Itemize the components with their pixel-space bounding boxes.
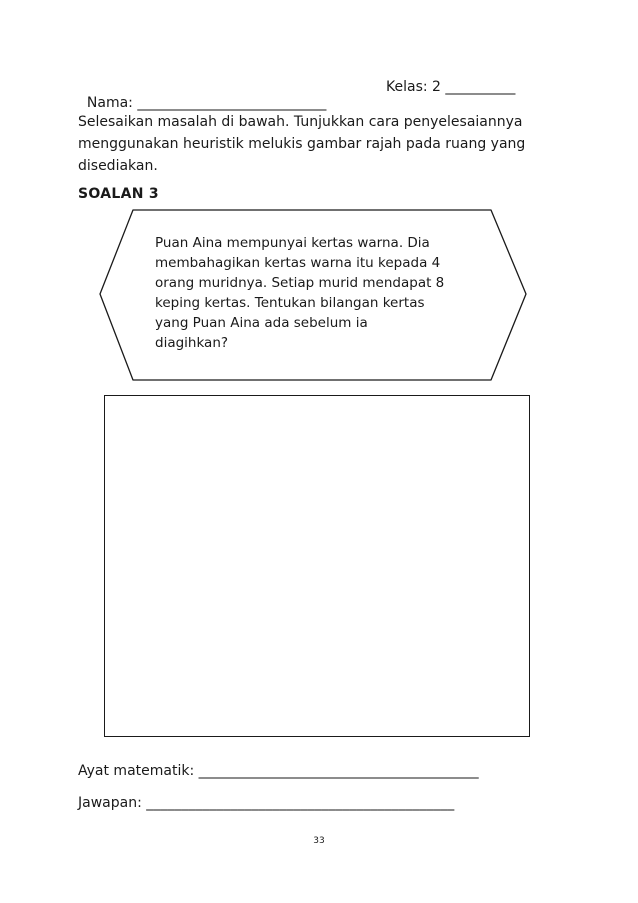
question-line: yang Puan Aina ada sebelum ia: [155, 315, 368, 331]
question-line: membahagikan kertas warna itu kepada 4: [155, 255, 441, 271]
nama-field[interactable]: Nama: ___________________________: [86, 95, 327, 111]
question-line: orang muridnya. Setiap murid mendapat 8: [155, 275, 445, 291]
jawapan-field[interactable]: Jawapan: ____________________________________________: [78, 795, 455, 811]
question-line: diagihkan?: [155, 335, 229, 351]
question-line: Puan Aina mempunyai kertas warna. Dia: [155, 235, 430, 251]
kelas-field[interactable]: Kelas: 2 __________: [386, 79, 516, 95]
drawing-answer-box[interactable]: [104, 395, 530, 737]
question-line: keping kertas. Tentukan bilangan kertas: [155, 295, 425, 311]
question-text: [155, 233, 495, 353]
instruction-text: Selesaikan masalah di bawah. Tunjukkan cara penyelesaiannya menggunakan heuristik melukis gambar rajah pada ruang yang disediakan.: [78, 114, 526, 174]
page-number: 33: [313, 836, 325, 846]
question-label: SOALAN 3: [78, 186, 159, 202]
ayat-matematik-field[interactable]: Ayat matematik: ________________________________________: [78, 763, 479, 779]
